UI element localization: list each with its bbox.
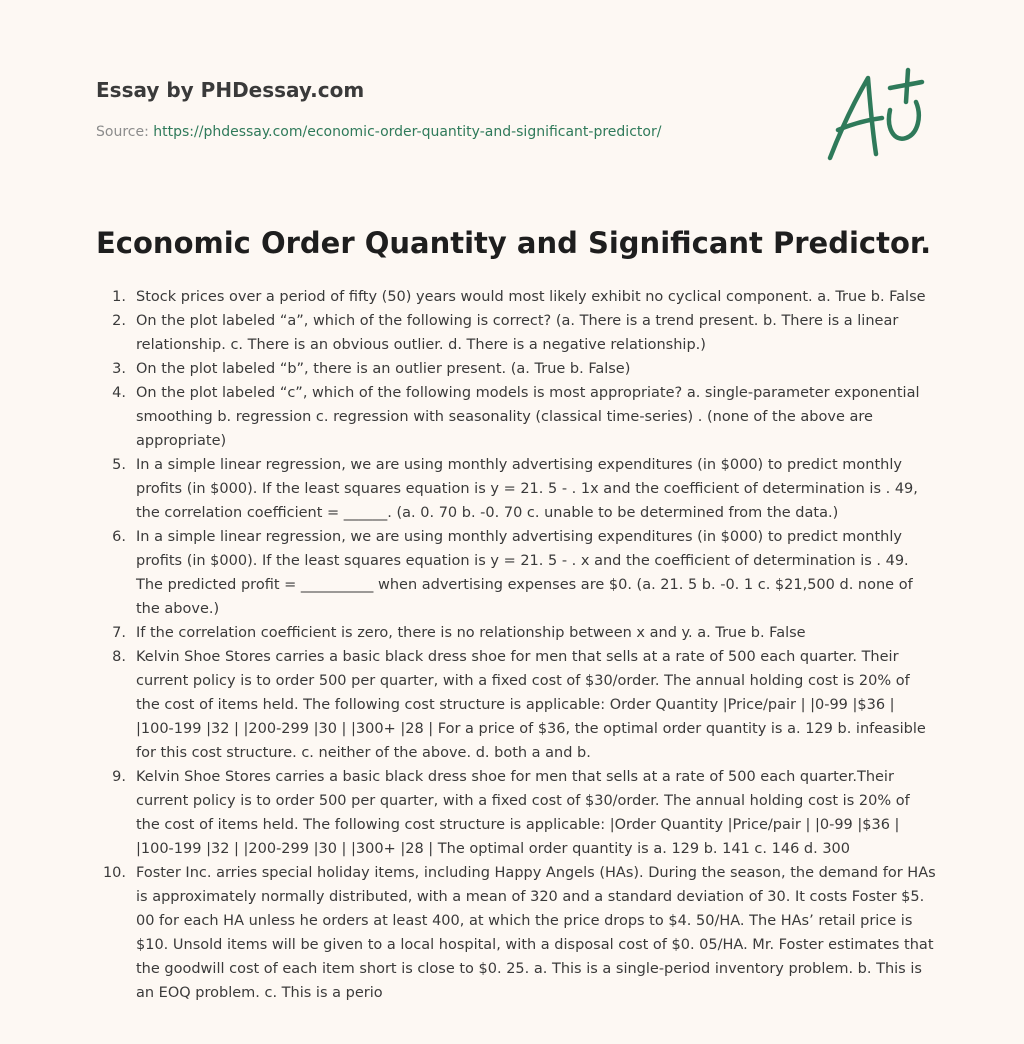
list-item: Kelvin Shoe Stores carries a basic black dress shoe for men that sells at a rate of 500 each quarter. Their current policy is to order 500 per quarter, with a fixed cost of $30/order. The annual holding cost is 20% of the cost of items held. The following cost structure is applicable: Order Quantity |Price/pair | |0-99 |$36 | |100-199 |32 | |200-299 |30 | |300+ |28 | For a price of $36, the optimal order quantity is a. 129 b. infeasible for this cost structure. c. neither of the above. d. both a and b. <box>136 649 926 761</box>
list-item: On the plot labeled “b”, there is an outlier present. (a. True b. False) <box>136 361 631 377</box>
question-list <box>96 285 936 1005</box>
page-header <box>96 0 926 200</box>
list-item: Stock prices over a period of fifty (50) years would most likely exhibit no cyclical component. a. True b. False <box>136 289 926 305</box>
page-title: Economic Order Quantity and Significant Predictor. <box>96 226 932 260</box>
list-item: In a simple linear regression, we are using monthly advertising expenditures (in $000) to predict monthly profits (in $000). If the least squares equation is y = 21. 5 - . 1x and the coefficient of determination is . 49, the correlation coefficient = ______. (a. 0. 70 b. -0. 70 c. unable to be determined from the data.) <box>136 457 918 521</box>
source-label: Source: <box>96 124 154 140</box>
source-link[interactable]: https://phdessay.com/economic-order-quantity-and-significant-predictor/ <box>153 124 662 140</box>
list-item: On the plot labeled “c”, which of the following models is most appropriate? a. single-parameter exponential smoothing b. regression c. regression with seasonality (classical time-series) . (none of the above are appropriate) <box>136 385 920 449</box>
list-item: Kelvin Shoe Stores carries a basic black dress shoe for men that sells at a rate of 500 each quarter.Their current policy is to order 500 per quarter, with a fixed cost of $30/order. The annual holding cost is 20% of the cost of items held. The following cost structure is applicable: |Order Quantity |Price/pair | |0-99 |$36 | |100-199 |32 | |200-299 |30 | |300+ |28 | The optimal order quantity is a. 129 b. 141 c. 146 d. 300 <box>136 769 910 857</box>
a-plus-logo-icon <box>824 66 928 166</box>
source-line <box>96 124 661 140</box>
list-item: If the correlation coefficient is zero, there is no relationship between x and y. a. True b. False <box>136 625 806 641</box>
brand-title: Essay by PHDessay.com <box>96 78 365 102</box>
list-item: In a simple linear regression, we are using monthly advertising expenditures (in $000) to predict monthly profits (in $000). If the least squares equation is y = 21. 5 - . x and the coefficient of determination is . 49. The predicted profit = __________ when advertising expenses are $0. (a. 21. 5 b. -0. 1 c. $21,500 d. none of the above.) <box>136 529 913 617</box>
list-item: Foster Inc. arries special holiday items, including Happy Angels (HAs). During the season, the demand for HAs is approximately normally distributed, with a mean of 320 and a standard deviation of 30. It costs Foster $5. 00 for each HA unless he orders at least 400, at which the price drops to $4. 50/HA. The HAs’ retail price is $10. Unsold items will be given to a local hospital, with a disposal cost of $0. 05/HA. Mr. Foster estimates that the goodwill cost of each item short is close to $0. 25. a. This is a single-period inventory problem. b. This is an EOQ problem. c. This is a perio <box>136 865 936 1001</box>
list-item: On the plot labeled “a”, which of the following is correct? (a. There is a trend present. b. There is a linear relationship. c. There is an obvious outlier. d. There is a negative relationship.) <box>136 313 899 353</box>
